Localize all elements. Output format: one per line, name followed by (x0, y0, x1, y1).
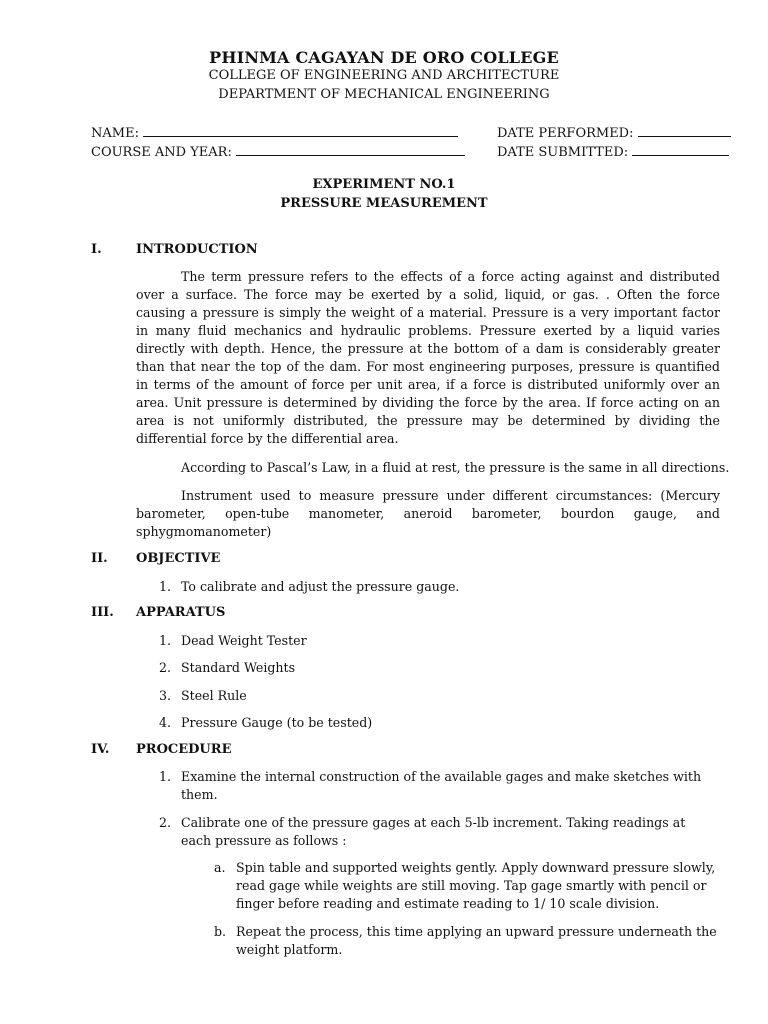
list-text: Standard Weights (181, 660, 296, 675)
name-label: NAME: (91, 126, 139, 141)
date-submitted-blank[interactable] (632, 143, 729, 156)
list-text: Steel Rule (181, 688, 247, 703)
date-performed-label: DATE PERFORMED: (497, 126, 634, 141)
section-title: OBJECTIVE (136, 551, 221, 566)
section-number: IV. (91, 742, 110, 757)
experiment-title: PRESSURE MEASUREMENT (280, 196, 488, 211)
list-number: 2. (159, 815, 172, 830)
intro-paragraph-2: According to Pascal’s Law, in a fluid at rest, the pressure is the same in all directions. (181, 460, 730, 475)
section-number: III. (91, 605, 114, 620)
college-title: COLLEGE OF ENGINEERING AND ARCHITECTURE (208, 68, 560, 83)
course-field (91, 143, 465, 160)
list-number: 1. (159, 769, 172, 784)
list-number: 4. (159, 715, 172, 730)
name-field (91, 124, 458, 141)
list-text: Spin table and supported weights gently. Apply downward pressure slowly, read gage while weights are still moving. Tap gage smartly with pencil or finger before reading and estimate reading to 1/ 10 scale division. (236, 860, 716, 911)
list-text: Pressure Gauge (to be tested) (181, 715, 373, 730)
date-performed-blank[interactable] (638, 124, 731, 137)
list-number: 1. (159, 633, 172, 648)
list-text: Repeat the process, this time applying an upward pressure underneath the weight platform. (236, 924, 717, 957)
list-text: Dead Weight Tester (181, 633, 307, 648)
section-title: PROCEDURE (136, 742, 232, 757)
department-title: DEPARTMENT OF MECHANICAL ENGINEERING (218, 87, 550, 102)
list-text: To calibrate and adjust the pressure gauge. (181, 579, 460, 594)
list-text: Calibrate one of the pressure gages at each 5-lb increment. Taking readings at each pressure as follows : (181, 815, 686, 848)
list-text: Examine the internal construction of the available gages and make sketches with them. (181, 769, 702, 802)
name-blank[interactable] (143, 124, 458, 137)
intro-paragraph-1: The term pressure refers to the effects of a force acting against and distributed over a surface. The force may be exerted by a solid, liquid, or gas. . Often the force causing a pressure is simply the weight of a material. Pressure is a very important factor in many fluid mechanics and hydraulic problems. Pressure exerted by a liquid varies directly with depth. Hence, the pressure at the bottom of a dam is considerably greater than that near the top of the dam. For most engineering purposes, pressure is quantified in terms of the amount of force per unit area, if a force is distributed uniformly over an area. Unit pressure is determined by dividing the force by the area. If force acting on an area is not uniformly distributed, the pressure may be determined by dividing the differential force by the differential area. (136, 269, 720, 446)
section-number: II. (91, 551, 108, 566)
date-submitted-label: DATE SUBMITTED: (497, 145, 629, 160)
section-title: APPARATUS (136, 605, 226, 620)
date-performed-field (497, 124, 731, 141)
experiment-number: EXPERIMENT NO.1 (312, 177, 456, 192)
list-letter: b. (214, 924, 227, 939)
section-number: I. (91, 242, 102, 257)
list-number: 2. (159, 660, 172, 675)
date-submitted-field (497, 143, 729, 160)
list-letter: a. (214, 860, 226, 875)
list-number: 1. (159, 579, 172, 594)
institution-title: PHINMA CAGAYAN DE ORO COLLEGE (209, 48, 559, 67)
section-title: INTRODUCTION (136, 242, 258, 257)
course-blank[interactable] (236, 143, 465, 156)
list-number: 3. (159, 688, 172, 703)
course-label: COURSE AND YEAR: (91, 145, 232, 160)
intro-paragraph-3: Instrument used to measure pressure under different circumstances: (Mercury barometer, open-tube manometer, aneroid barometer, bourdon gauge, and sphygmomanometer) (136, 488, 720, 539)
